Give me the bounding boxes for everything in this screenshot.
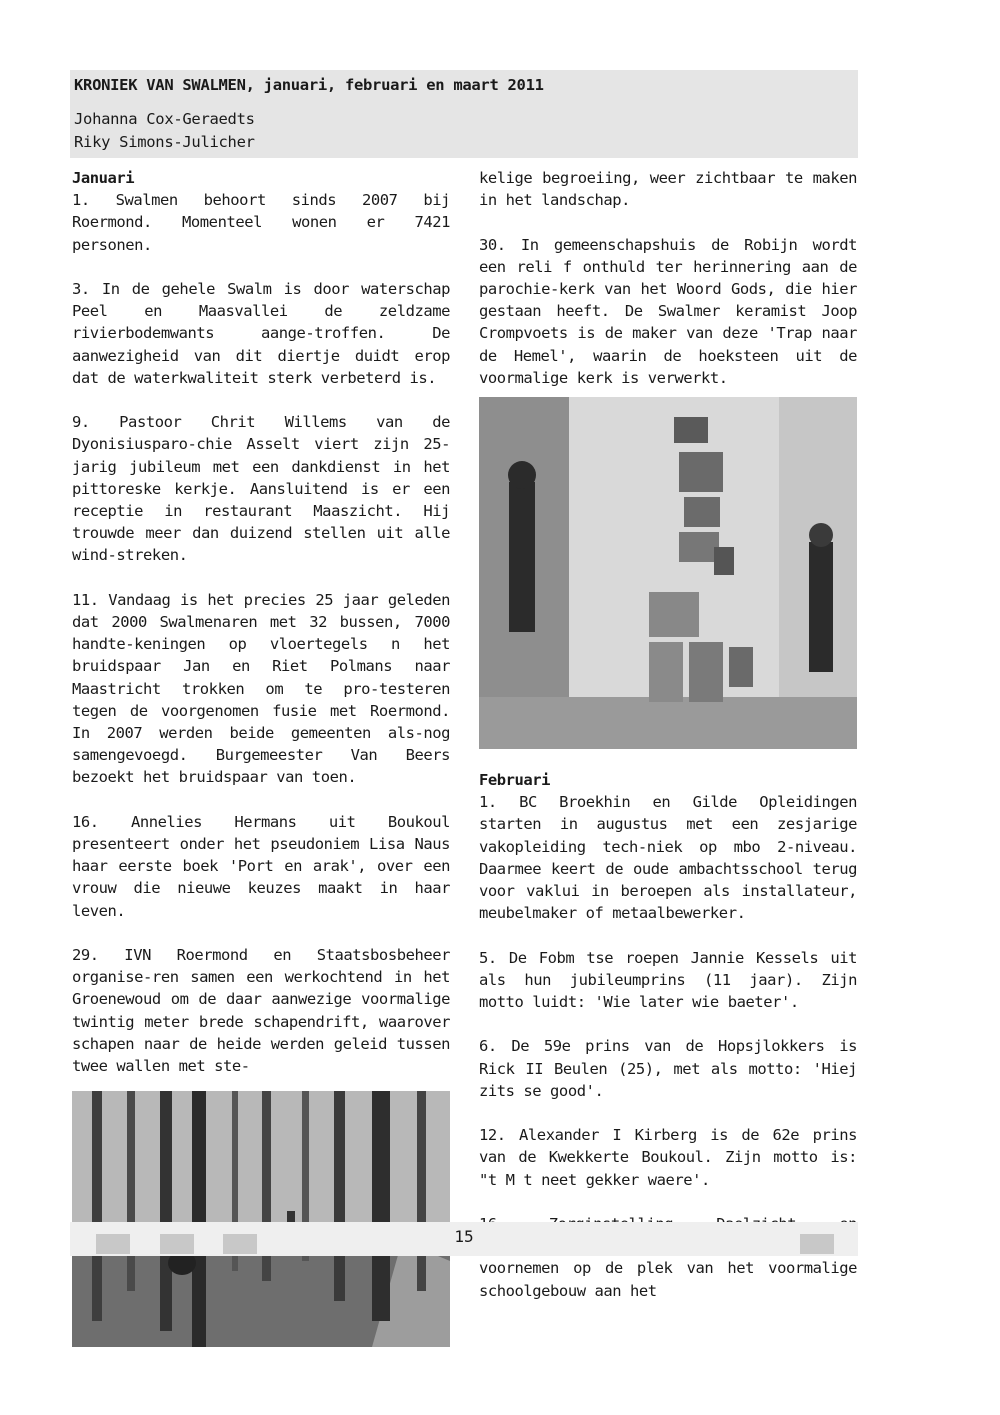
paragraph: 12. Alexander I Kirberg is de 62e prins van de Kwekkerte Boukoul. Zijn motto is: "t M t neet gekker waere'. bbox=[479, 1126, 857, 1189]
right-column bbox=[479, 167, 857, 1324]
author-name: Riky Simons-Julicher bbox=[74, 133, 255, 151]
paragraph: kelige begroeiing, weer zichtbaar te maken in het landschap. bbox=[479, 169, 857, 210]
page-header bbox=[70, 70, 858, 158]
ceramic-relief-photo bbox=[479, 397, 857, 749]
paragraph: 5. De Fobm tse roepen Jannie Kessels uit als hun jubileumprins (11 jaar). Zijn motto luidt: 'Wie later wie baeter'. bbox=[479, 948, 857, 1012]
page-title: KRONIEK VAN SWALMEN, januari, februari en maart 2011 bbox=[74, 76, 544, 94]
page-number: 15 bbox=[454, 1227, 474, 1246]
section-heading-februari: Februari bbox=[479, 771, 551, 790]
paragraph: 3. In de gehele Swalm is door waterschap Peel en Maasvallei de zeldzame rivierbodemwants aange-troffen. De aanwezigheid van dit diertje duidt erop dat de waterkwaliteit sterk verbeterd is. bbox=[72, 280, 450, 387]
paragraph: 11. Vandaag is het precies 25 jaar geleden dat 2000 Swalmenaren met 32 bussen, 7000 handte-keningen op vloertegels n het bruidspaar Jan en Riet Polmans naar Maastricht trokken om te pro-testeren tegen de voorgenomen fusie met Roermond. In 2007 werden beide gemeenten als-nog samengevoegd. Burgemeester Van Beers bezoekt het bruidspaar van toen. bbox=[72, 590, 450, 787]
paragraph: 9. Pastoor Chrit Willems van de Dyonisiusparo-chie Asselt viert zijn 25-jarig jubileum met een dankdienst in het pittoreske kerkje. Aansluitend is er een receptie in restaurant Maaszicht. Hij trouwde meer dan duizend stellen uit alle wind-streken. bbox=[72, 413, 450, 565]
author-name: Johanna Cox-Geraedts bbox=[74, 110, 255, 128]
page-footer bbox=[70, 1222, 858, 1256]
paragraph: 29. IVN Roermond en Staatsbosbeheer organise-ren samen een werkochtend in het Groenewoud om de daar aanwezige voormalige twintig meter brede schapendrift, waarover schapen naar de heide werden geleid tussen twee wallen met ste- bbox=[72, 946, 450, 1076]
paragraph: 1. Swalmen behoort sinds 2007 bij Roermond. Momenteel wonen er 7421 personen. bbox=[72, 191, 450, 254]
left-column bbox=[72, 167, 450, 1347]
paragraph: 16. Annelies Hermans uit Boukoul presenteert onder het pseudoniem Lisa Naus haar eerste boek 'Port en arak', over een vrouw die nieuwe keuzes maakt in haar leven. bbox=[72, 812, 450, 920]
forest-photo bbox=[72, 1091, 450, 1347]
section-heading-januari: Januari bbox=[72, 169, 135, 187]
paragraph: 1. BC Broekhin en Gilde Opleidingen starten in augustus met een zesjarige vakopleiding tech-niek op mbo 2-niveau. Daarmee keert de oude ambachtsschool terug voor vaklui in beroepen als installateur, meubelmaker of metaalbewerker. bbox=[479, 793, 857, 923]
paragraph: 30. In gemeenschapshuis de Robijn wordt een reli f onthuld ter herinnering aan de parochie-kerk van het Woord Gods, die hier gestaan heeft. De Swalmer keramist Joop Crompvoets is de maker van deze 'Trap naar de Hemel', waarin de hoeksteen uit de voormalige kerk is verwerkt. bbox=[479, 235, 857, 387]
paragraph: 6. De 59e prins van de Hopsjlokkers is Rick II Beulen (25), met als motto: 'Hiej zits se good'. bbox=[479, 1037, 857, 1100]
paragraph: voornemen op de plek van het voormalige schoolgebouw aan het bbox=[479, 1259, 857, 1300]
